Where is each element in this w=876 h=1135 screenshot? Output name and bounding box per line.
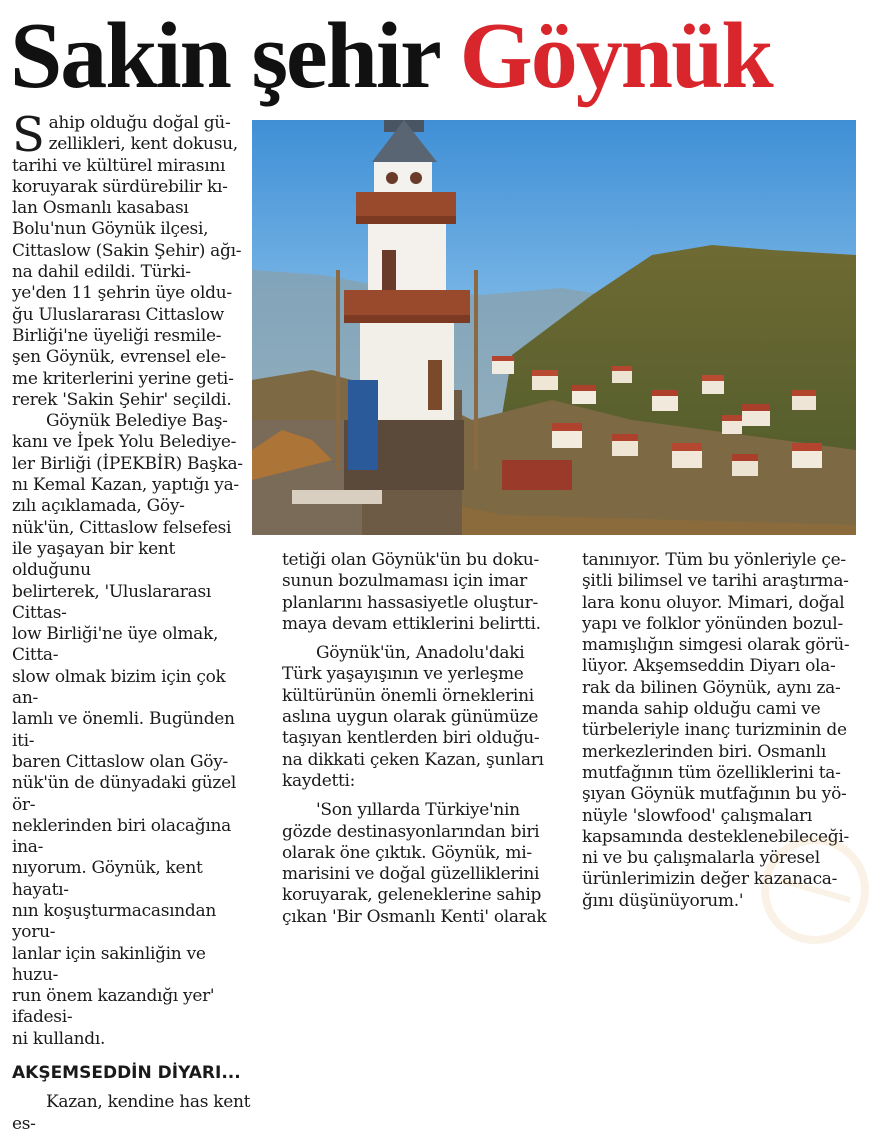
col2-paragraph-3: 'Son yıllarda Türkiye'nin gözde destinasyonlarından biri olarak öne çıktık. Göynük, mi- marisini ve doğal güzelliklerini koruyarak, geleneklerine sahip çıkan 'Bir Osmanlı Kenti' olarak [282,800,547,927]
town-photo [252,120,856,535]
paragraph-3: Kazan, kendine has kent es- [12,1092,251,1134]
col3-paragraph-1: tanınıyor. Tüm bu yönleriyle çe- şitli bilimsel ve tarihi araştırma- lara konu oluyor. Mimari, doğal yapı ve folklor yönünden bozul- mamışlığın simgesi olarak görü- lüyor. Akşemseddin Diyarı ola- rak da bilinen Göynük, aynı za- manda sahip olduğu cami ve türbeleriyle inanç turizminin de merkezlerinden biri. Osmanlı mutfağının tüm özelliklerini ta- şıyan Göynük mutfağının bu yö- nüyle 'slowfood' çalışmaları kapsamında desteklenebileceği- ni ve bu çalışmalarla yöresel ürünlerimizin değer kazanaca- ğını düşünüyorum.' [582,550,850,911]
headline [10,0,870,112]
headline-part1: Sakin şehir [10,4,439,108]
col2-paragraph-1: tetiği olan Göynük'ün bu doku- sunun bozulmaması için imar planlarını hassasiyetle oluştur- maya devam ettiklerini belirtti. [282,550,541,634]
watermark-icon [760,820,870,950]
lead-text: ahip olduğu doğal gü- zellikleri, kent dokusu, tarihi ve kültürel mirasını koruyarak sürdürebilir kı- lan Osmanlı kasabası Bolu'nun Göynük ilçesi, Cittaslow (Sakin Şehir) ağı- na dahil edildi. Türki- ye'den 11 şehrin üye oldu- ğu Uluslararası Cittaslow Birliği'ne üyeliği resmile- şen Göynük, evrensel ele- me kriterlerini yerine geti- rerek 'Sakin Şehir' seçildi. [12,113,242,410]
column-1 [12,107,252,1135]
paragraph-2: Göynük Belediye Baş- kanı ve İpek Yolu Belediye- ler Birliği (İPEKBİR) Başka- nı Kemal Kazan, yaptığı ya- zılı açıklamada, Göy- nük'ün, Cittaslow felsefesi ile yaşayan bir kent olduğunu belirterek, 'Uluslararası Cittas- low Birliği'ne üye olmak, Citta- slow olmak bizim için çok an- lamlı ve önemli. Bugünden iti- baren Cittaslow olan Göy- nük'ün de dünyadaki güzel ör- neklerinden biri olacağına ina- nıyorum. Göynük, kent hayatı- nın koşuşturmacasından yoru- lanlar için sakinliğin ve huzu- run önem kazandığı yer' ifadesi- ni kullandı. [12,411,243,1049]
minaret-town-photo-icon [252,120,856,535]
lead-paragraph [12,107,252,411]
column-2 [282,550,572,928]
subheading: AKŞEMSEDDİN DİYARI... [12,1063,241,1084]
dropcap: S [12,107,45,163]
headline-part2: Göynük [459,4,772,108]
col2-paragraph-2: Göynük'ün, Anadolu'daki Türk yaşayışının ve yerleşme kültürünün önemli örneklerini aslına uygun olarak günümüze taşıyan kentlerden biri olduğu- na dikkati çeken Kazan, şunları kaydetti: [282,643,544,791]
